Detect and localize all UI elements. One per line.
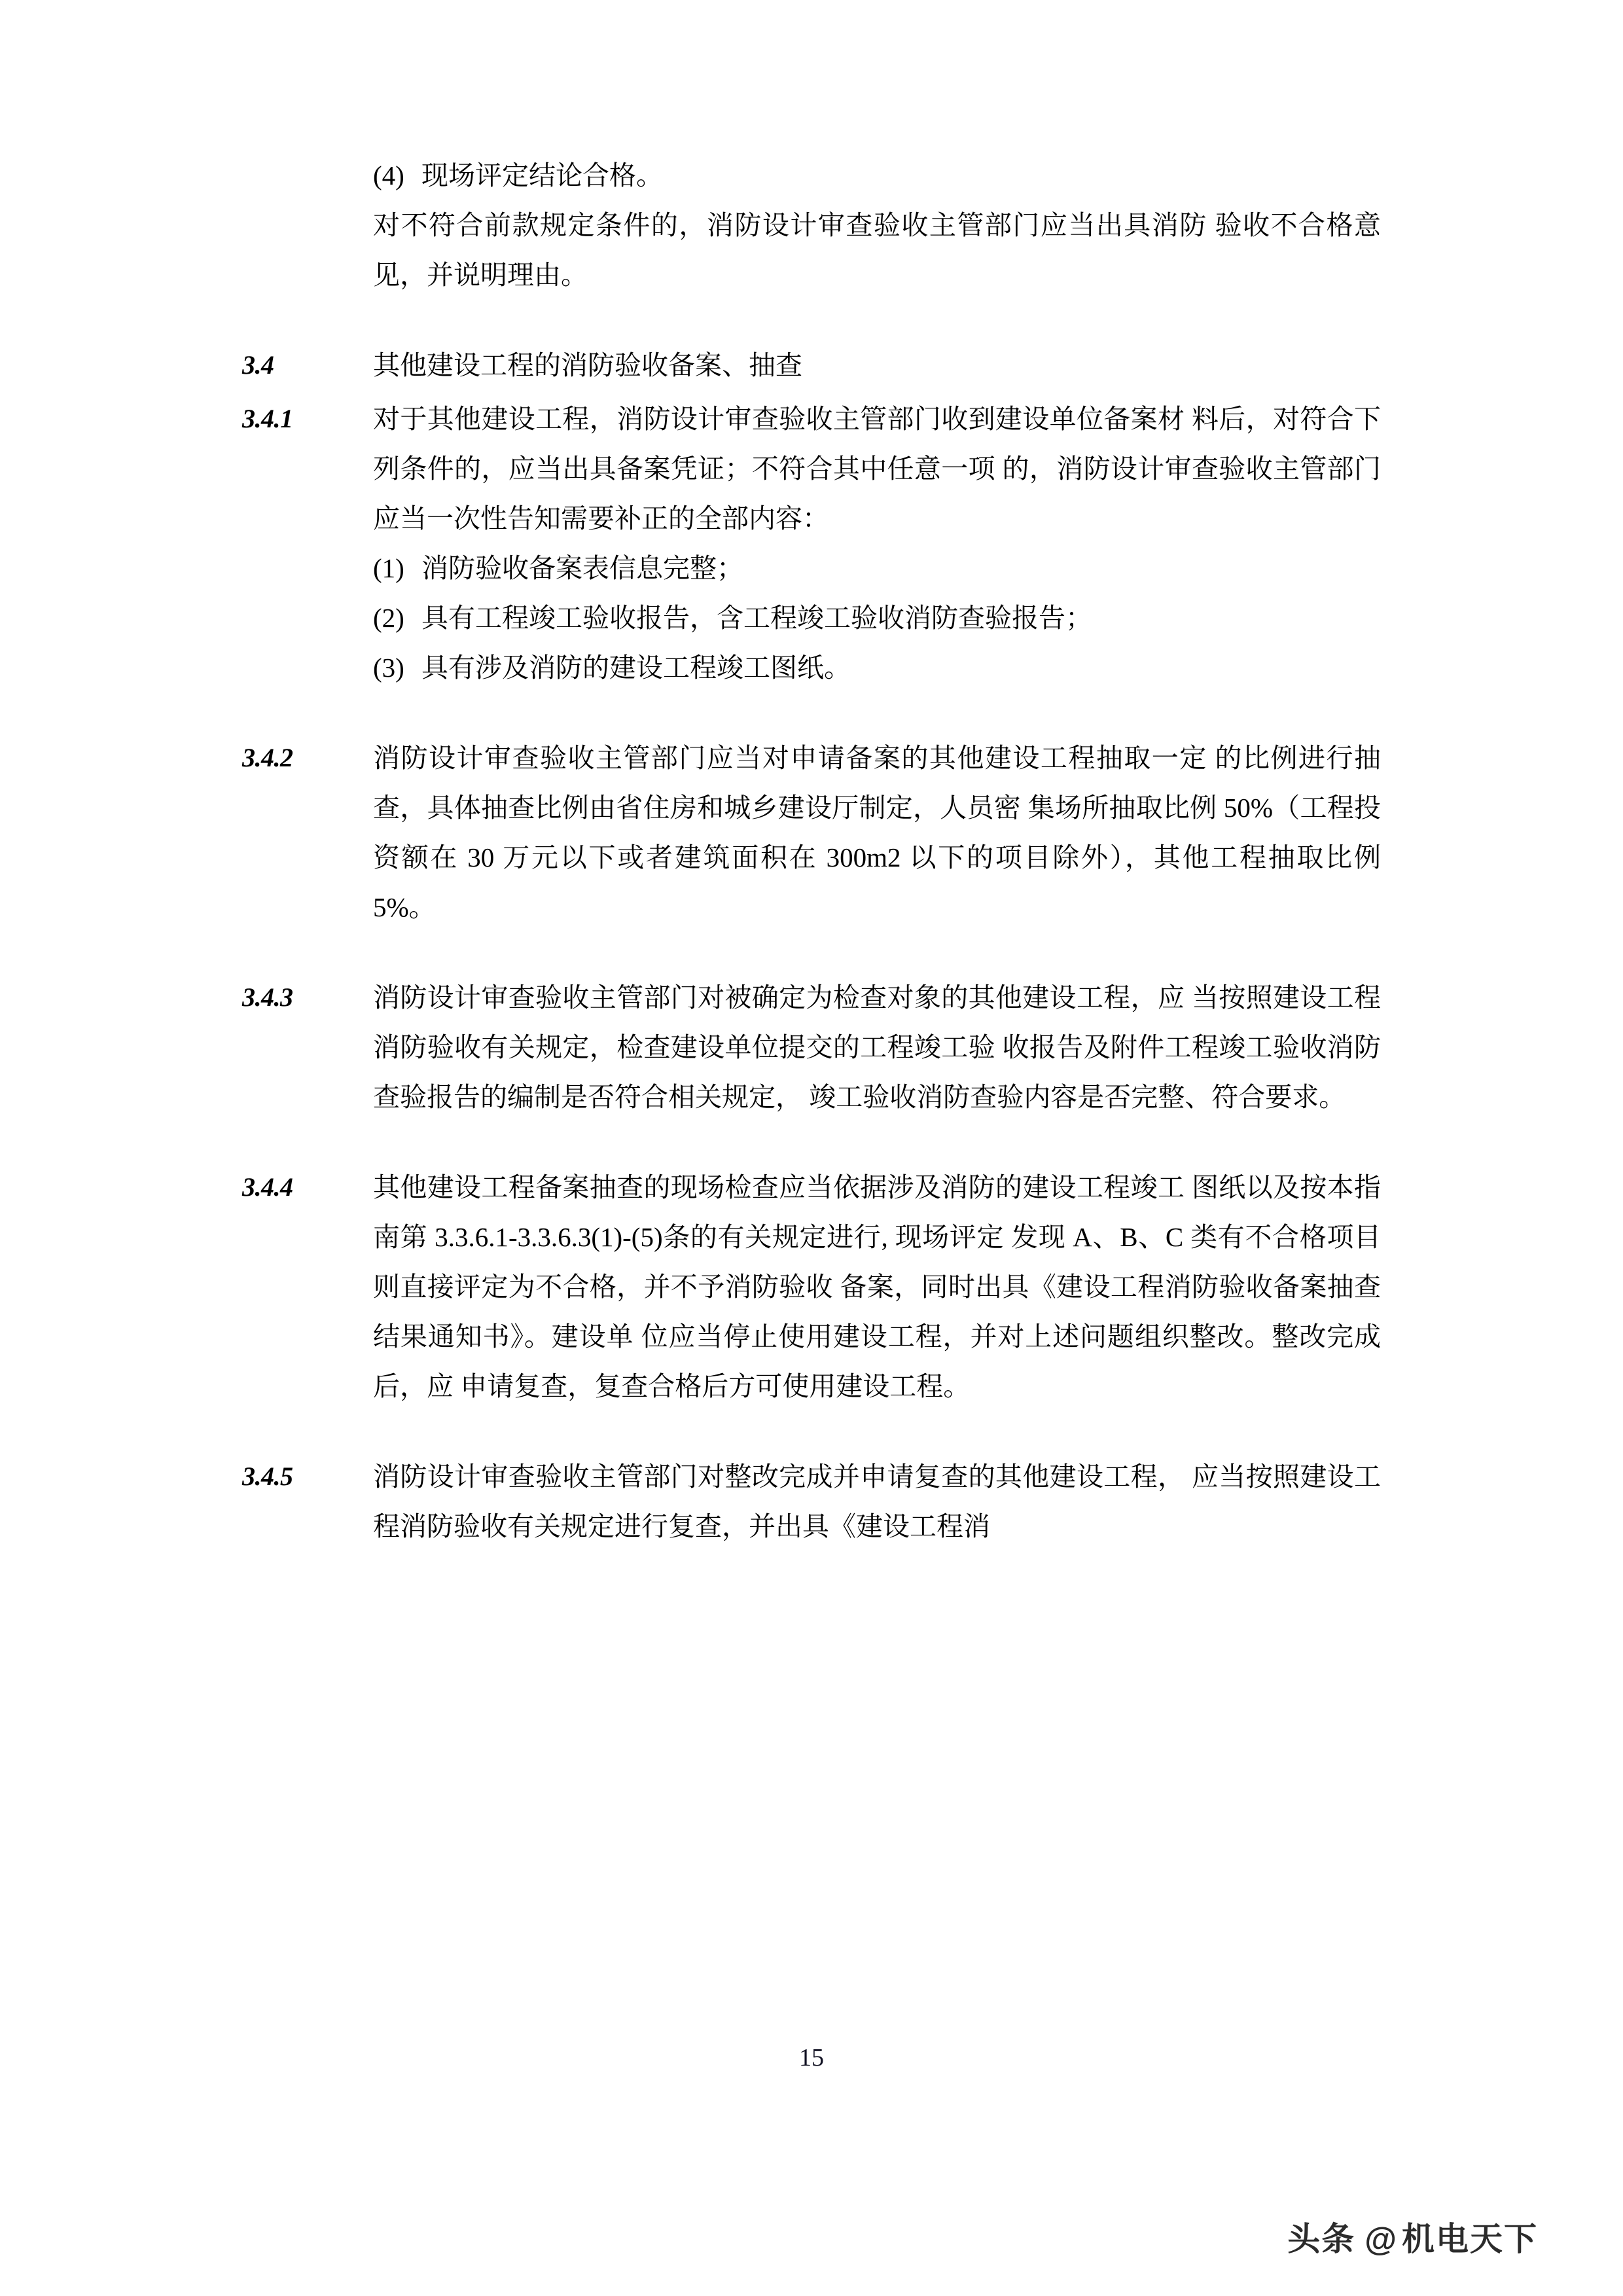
- watermark-account: 机电天下: [1402, 2221, 1538, 2257]
- paragraph-line: 发现 A、B、C 类有不合格项目则直接评定为不合格，并不予消防验收: [373, 1222, 1381, 1302]
- section-3-4-4: [242, 1162, 1381, 1411]
- section-number: 3.4: [242, 350, 274, 380]
- section-body: [373, 394, 1381, 543]
- paragraph-rejection: [373, 200, 1381, 300]
- list-item-text: 具有工程竣工验收报告，含工程竣工验收消防查验报告；: [421, 603, 1092, 633]
- watermark: [1287, 2213, 1538, 2260]
- paragraph-line: 申请复查，复查合格后方可使用建设工程。: [460, 1371, 971, 1401]
- section-number: 3.4.4: [242, 1172, 293, 1202]
- section-body: [373, 973, 1381, 1122]
- section-number: 3.4.5: [242, 1462, 293, 1491]
- list-item-marker: (1): [373, 553, 404, 583]
- paragraph-line: 料后，对符合下列条件的，应当出具备案凭证；不符合其中任意一项: [373, 404, 1382, 484]
- section-3-4-3: [242, 973, 1381, 1122]
- list-item: [373, 593, 1381, 643]
- paragraph-line: 300m2 以下的项目除外），其他工程抽取比例 5%。: [373, 842, 1382, 922]
- watermark-brand: 头条: [1287, 2221, 1356, 2257]
- paragraph-line: 消防设计审查验收主管部门应当对申请备案的其他建设工程抽取一定: [373, 743, 1207, 773]
- paragraph-line: 当按照建设工程消防验收有关规定，检查建设单位提交的工程竣工验: [373, 982, 1382, 1062]
- section-body: [373, 1452, 1381, 1551]
- list-item-text: 具有涉及消防的建设工程竣工图纸。: [421, 653, 851, 683]
- list-item-marker: (3): [373, 653, 404, 683]
- list-item-marker: (2): [373, 603, 404, 633]
- paragraph-line: 的，消防设计审查验收主管部门应当一次性告知需要补正的全部内容：: [373, 454, 1382, 533]
- section-number: 3.4.1: [242, 404, 293, 433]
- paragraph-line: 收报告及附件工程竣工验收消防查验报告的编制是否符合相关规定，: [373, 1032, 1382, 1112]
- list-item-marker: (4): [373, 160, 404, 190]
- section-number: 3.4.3: [242, 982, 293, 1012]
- list-item: [373, 151, 1381, 200]
- paragraph-line: 位应当停止使用建设工程，并对上述问题组织整改。整改完成后，应: [373, 1321, 1382, 1401]
- paragraph-line: 消防设计审查验收主管部门对整改完成并申请复查的其他建设工程，: [373, 1462, 1185, 1492]
- section-number: 3.4.2: [242, 743, 293, 772]
- section-body: [373, 733, 1381, 932]
- paragraph-line: 验收不合格意见，并说明理由。: [373, 210, 1382, 290]
- paragraph-line: 应当按照建设工程消防验收有关规定进行复查，并出具《建设工程消: [373, 1462, 1382, 1541]
- watermark-at-symbol: @: [1364, 2221, 1398, 2257]
- section-3-4-2: [242, 733, 1381, 932]
- list-item-text: 消防验收备案表信息完整；: [421, 553, 743, 583]
- paragraph-line: 图纸以及按本指南第 3.3.6.1-3.3.6.3(1)-(5)条的有关规定进行, 现场评定: [373, 1172, 1382, 1252]
- page-content: [242, 151, 1381, 1551]
- section-3-4: [242, 340, 1381, 390]
- list-item: [373, 643, 1381, 692]
- paragraph-line: 其他建设工程备案抽查的现场检查应当依据涉及消防的建设工程竣工: [373, 1172, 1185, 1202]
- section-body: [373, 1162, 1381, 1411]
- paragraph-line: 备案，同时出具《建设工程消防验收备案抽查结果通知书》。建设单: [373, 1272, 1382, 1352]
- paragraph-line: 对于其他建设工程，消防设计审查验收主管部门收到建设单位备案材: [373, 404, 1185, 434]
- section-3-4-5: [242, 1452, 1381, 1551]
- list-item: [373, 543, 1381, 593]
- list-item-text: 现场评定结论合格。: [421, 160, 663, 190]
- paragraph-line: 的比例进行抽查，具体抽查比例由省住房和城乡建设厅制定，人员密: [373, 743, 1382, 823]
- section-heading-text: 其他建设工程的消防验收备案、抽查: [373, 350, 802, 380]
- paragraph-line: 对不符合前款规定条件的，消防设计审查验收主管部门应当出具消防: [373, 210, 1207, 240]
- page-number: 15: [799, 2044, 824, 2072]
- paragraph-line: 消防设计审查验收主管部门对被确定为检查对象的其他建设工程，应: [373, 982, 1185, 1013]
- section-3-4-1: [242, 394, 1381, 543]
- paragraph-line: 竣工验收消防查验内容是否完整、符合要求。: [809, 1082, 1346, 1112]
- paragraph-line: 集场所抽取比例 50%（工程投资额在 30 万元以下或者建筑面积在: [373, 793, 1382, 872]
